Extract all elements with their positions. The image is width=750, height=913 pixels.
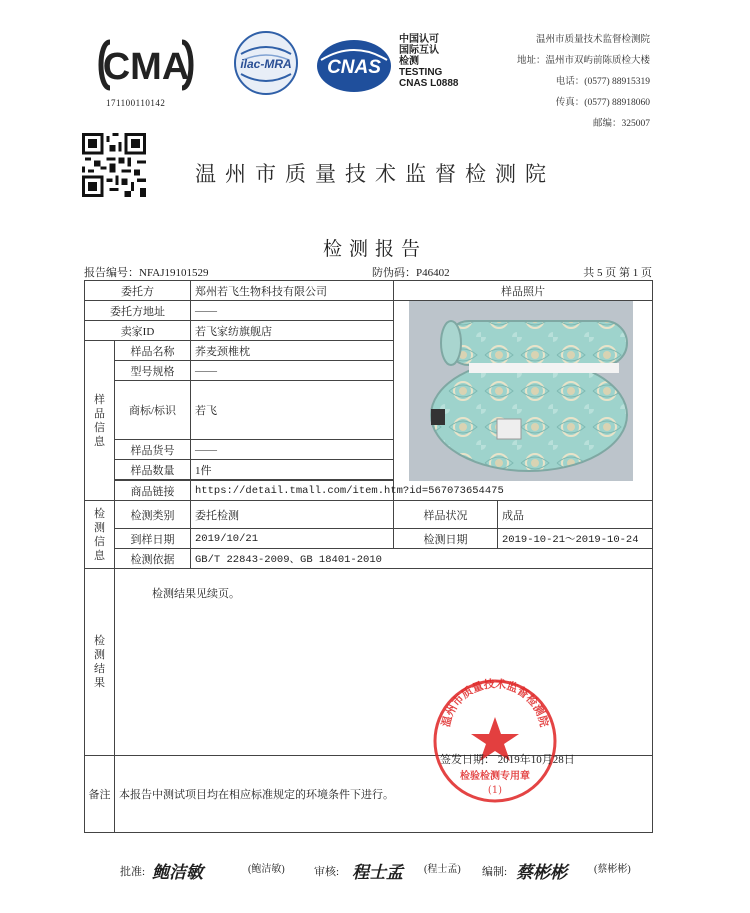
test-info-group	[85, 501, 115, 569]
brand-value: 若飞	[191, 381, 394, 440]
photo-label: 样品照片	[394, 281, 653, 301]
cnas-logo-text: CNAS	[327, 57, 381, 78]
cnas-line-4: TESTING	[399, 67, 443, 78]
approve-name: (鲍洁敏)	[248, 864, 285, 875]
item-number-value: ——	[191, 440, 394, 460]
contact-org: 温州市质量技术监督检测院	[535, 35, 650, 45]
red-seal	[431, 677, 559, 805]
arrive-date-label: 到样日期	[115, 529, 191, 549]
client-value: 郑州若飞生物科技有限公司	[191, 281, 394, 301]
seller-id-label: 卖家ID	[85, 321, 191, 341]
contact-address: 地址：温州市双屿前陈质检大楼	[516, 56, 650, 66]
note-label: 备注	[85, 756, 115, 833]
brand-label: 商标/标识	[115, 381, 191, 440]
item-number-label: 样品货号	[115, 440, 191, 460]
result-text: 检测结果见续页。	[152, 588, 240, 600]
cnas-accreditation-text	[399, 34, 458, 89]
org-title: 温州市质量技术监督检测院	[195, 162, 555, 186]
sample-status-label: 样品状况	[394, 501, 498, 529]
result-group-char: 检	[94, 635, 105, 647]
sample-group-char: 样	[94, 393, 105, 406]
cnas-line-3: 检测	[399, 56, 419, 67]
review-label: 审核:	[314, 866, 340, 878]
quantity-value: 1件	[191, 460, 394, 480]
sample-name-label: 样品名称	[115, 341, 191, 361]
test-basis-value: GB/T 22843-2009、GB 18401-2010	[191, 549, 653, 569]
seal-number: (1)	[487, 785, 503, 796]
cnas-line-2: 国际互认	[399, 45, 439, 56]
model-value: ——	[191, 361, 394, 381]
report-number: 报告编号：NFAJ19101529	[84, 267, 209, 279]
contact-fax: 传真：(0577) 88918060	[555, 98, 650, 108]
test-group-char: 信	[94, 535, 105, 548]
note-text: 本报告中测试项目均在相应标准规定的环境条件下进行。	[115, 756, 653, 833]
contact-block	[517, 30, 650, 135]
sample-status-value: 成品	[498, 501, 653, 529]
approve-signature: 鲍洁敏	[152, 863, 203, 883]
test-type-label: 检测类别	[115, 501, 191, 529]
sample-group-char: 品	[94, 407, 105, 420]
link-value: https://detail.tmall.com/item.htm?id=567073654475	[191, 481, 653, 501]
compile-label: 编制:	[482, 866, 508, 878]
page-count: 共 5 页 第 1 页	[583, 267, 652, 279]
anti-fake-code: 防伪码：P46402	[372, 267, 450, 279]
photo-cell	[394, 301, 653, 501]
cma-logo-text: CMA	[102, 46, 190, 88]
review-signature: 程士孟	[352, 863, 403, 883]
quantity-label: 样品数量	[115, 460, 191, 480]
ilac-mra-logo	[233, 30, 299, 96]
result-group-char: 结	[94, 663, 105, 675]
arrive-date-value: 2019/10/21	[191, 529, 394, 549]
test-group-char: 测	[94, 521, 105, 534]
test-type-value: 委托检测	[191, 501, 394, 529]
contact-postcode: 邮编：325007	[592, 119, 650, 129]
review-name: (程士孟)	[424, 864, 461, 875]
result-group-char: 测	[94, 649, 105, 661]
cma-code: 171100110142	[106, 98, 166, 108]
test-date-label: 检测日期	[394, 529, 498, 549]
pillow-image	[409, 301, 633, 481]
seal-arc-text: 温州市质量技术监督检测院	[439, 677, 551, 729]
client-label: 委托方	[85, 281, 191, 301]
result-group	[85, 569, 115, 756]
client-address-label: 委托方地址	[85, 301, 191, 321]
client-address-value: ——	[191, 301, 394, 321]
model-label: 型号规格	[115, 361, 191, 381]
test-group-char: 检	[94, 507, 105, 520]
cnas-line-1: 中国认可	[399, 34, 439, 45]
approve-label: 批准:	[120, 866, 146, 878]
link-label: 商品链接	[115, 481, 191, 501]
cma-logo	[96, 36, 196, 94]
cnas-logo	[315, 38, 393, 94]
document-title: 检测报告	[322, 239, 427, 260]
sample-photo	[409, 301, 633, 481]
sample-info-group	[85, 341, 115, 501]
test-group-char: 息	[94, 549, 105, 562]
sample-name-value: 荞麦颈椎枕	[191, 341, 394, 361]
test-basis-label: 检测依据	[115, 549, 191, 569]
seller-id-value: 若飞家纺旗舰店	[191, 321, 394, 341]
ilac-logo-text: ilac-MRA	[240, 57, 292, 71]
seal-bottom-text: 检验检测专用章	[460, 771, 530, 782]
compile-name: (蔡彬彬)	[594, 864, 631, 875]
sample-group-char: 信	[94, 421, 105, 434]
contact-phone: 电话：(0577) 88915319	[555, 77, 650, 87]
test-date-value: 2019-10-21～2019-10-24	[498, 529, 653, 549]
sample-group-char: 息	[94, 435, 105, 448]
cnas-line-5: CNAS L0888	[399, 78, 459, 89]
result-group-char: 果	[94, 677, 105, 689]
compile-signature: 蔡彬彬	[516, 863, 567, 883]
issue-date: 签发日期： 2019年10月28日	[440, 754, 575, 766]
